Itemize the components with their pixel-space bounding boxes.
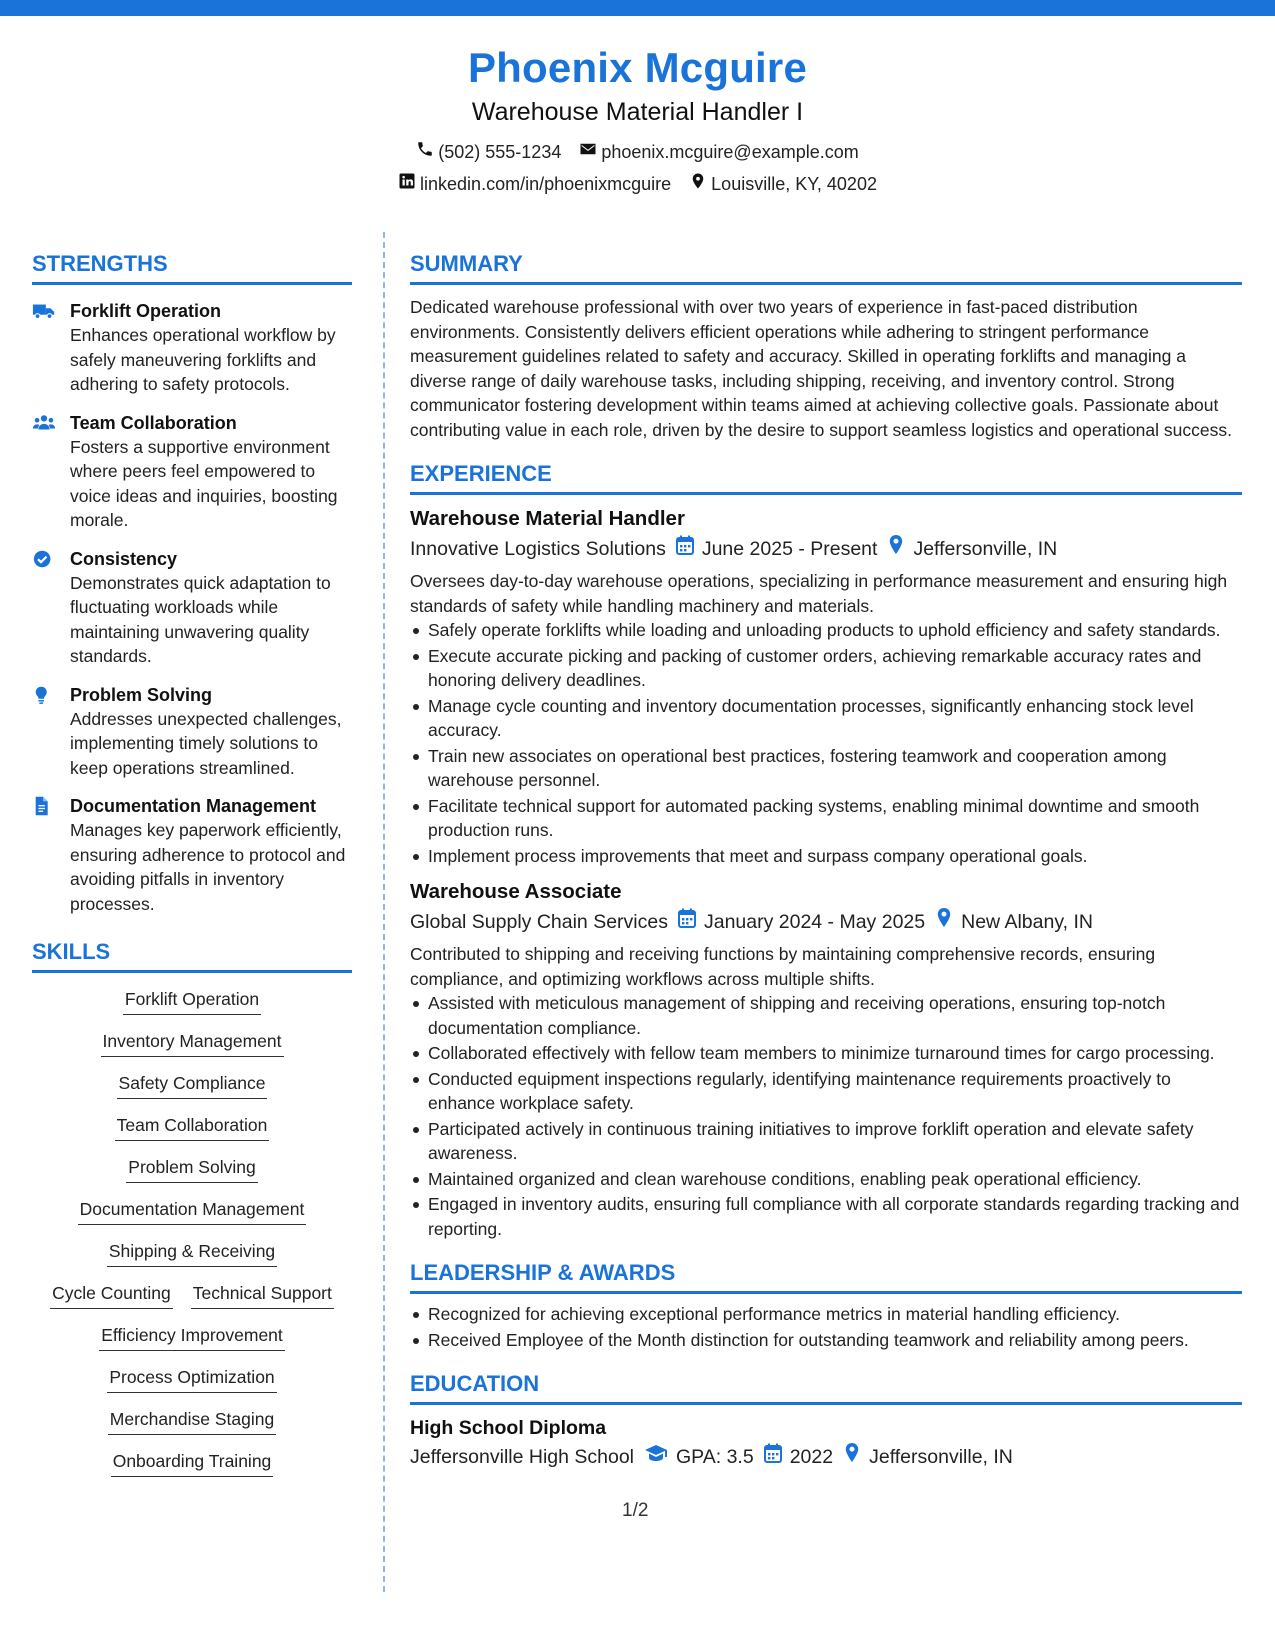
strength-item [32, 683, 352, 781]
job-dates-text: January 2024 - May 2025 [703, 911, 926, 933]
bullet-item: Safely operate forklifts while loading and unloading products to uphold efficiency and safety standards. [410, 618, 1242, 643]
job-dates [676, 535, 878, 563]
envelope-icon [579, 140, 597, 164]
calendar-icon [676, 535, 694, 563]
education-year [764, 1443, 833, 1471]
linkedin-contact[interactable] [398, 172, 671, 196]
strength-desc: Addresses unexpected challenges, implementing timely solutions to keep operations streamlined. [70, 708, 342, 778]
document-icon [32, 794, 70, 916]
leadership-bullets [410, 1302, 1242, 1352]
job-location-text: Jeffersonville, IN [913, 538, 1058, 560]
calendar-icon [678, 908, 696, 936]
email-text: phoenix.mcguire@example.com [601, 142, 859, 162]
skill-tag: Efficiency Improvement [99, 1323, 285, 1351]
linkedin-icon [398, 172, 416, 196]
skill-tag: Cycle Counting [50, 1281, 173, 1309]
skill-tag: Problem Solving [126, 1155, 257, 1183]
strength-item [32, 411, 352, 533]
strengths-heading: STRENGTHS [32, 250, 352, 285]
contact-row-1 [0, 140, 1275, 164]
strength-desc: Enhances operational workflow by safely maneuvering forklifts and adhering to safety protocols. [70, 325, 336, 394]
gpa-text: GPA: 3.5 [676, 1446, 754, 1468]
check-circle-icon [32, 547, 70, 669]
candidate-title: Warehouse Material Handler I [471, 98, 804, 126]
users-icon [32, 411, 70, 533]
candidate-name: Phoenix Mcguire [467, 44, 808, 91]
bullet-item: Participated actively in continuous training initiatives to improve forklift operation and elevate safety awareness. [410, 1117, 1242, 1166]
skill-tag: Shipping & Receiving [107, 1239, 277, 1267]
page-number: 1/2 [622, 1500, 649, 1521]
bullet-item: Assisted with meticulous management of shipping and receiving operations, ensuring top-notch documentation compliance. [410, 991, 1242, 1040]
summary-text: Dedicated warehouse professional with over two years of experience in fast-paced distribution environments. Consistently delivers efficient operations while adhering to stringent performance measurement guidelines related to safety and accuracy. Skilled in operating forklifts and managing a diverse range of daily warehouse tasks, including shipping, receiving, and inventory control. Strong communicator fostering development within teams aimed at achieving collective goals. Passionate about contributing value in each role, driven by the desire to support seamless logistics and operational success. [410, 297, 1232, 440]
phone-text: (502) 555-1234 [438, 142, 562, 162]
strength-title: Consistency [70, 548, 178, 569]
map-pin-icon [843, 1443, 861, 1471]
strength-item [32, 794, 352, 916]
linkedin-text: linkedin.com/in/phoenixmcguire [420, 174, 672, 194]
strength-desc: Manages key paperwork efficiently, ensuring adherence to protocol and avoiding pitfalls in inventory processes. [70, 820, 346, 914]
job-location [887, 535, 1057, 563]
bullet-item: Maintained organized and clean warehouse conditions, enabling peak operational efficiency. [410, 1167, 1242, 1192]
bullet-item: Execute accurate picking and packing of customer orders, achieving remarkable accuracy rates and honoring delivery deadlines. [410, 644, 1242, 693]
job-description: Oversees day-to-day warehouse operations, specializing in performance measurement and ensuring high standards of safety while handling machinery and materials. [410, 571, 1228, 616]
map-pin-icon [935, 908, 953, 936]
degree-title: High School Diploma [410, 1417, 607, 1439]
job-dates-text: June 2025 - Present [701, 538, 878, 560]
strength-item [32, 547, 352, 669]
strength-title: Documentation Management [70, 796, 317, 816]
bullet-item: Engaged in inventory audits, ensuring full compliance with all corporate standards regarding tracking and reporting. [410, 1192, 1242, 1241]
job-meta [410, 908, 1242, 936]
skill-tag: Documentation Management [78, 1197, 307, 1225]
bullet-item: Manage cycle counting and inventory documentation processes, significantly enhancing stock level accuracy. [410, 694, 1242, 743]
leadership-heading: LEADERSHIP & AWARDS [410, 1259, 1242, 1294]
skill-tag: Forklift Operation [123, 987, 261, 1015]
bullet-item: Collaborated effectively with fellow team members to minimize turnaround times for cargo processing. [410, 1041, 1242, 1066]
strength-desc: Fosters a supportive environment where peers feel empowered to voice ideas and inquiries, boosting morale. [70, 436, 338, 530]
map-pin-icon [689, 172, 707, 196]
bullet-item: Train new associates on operational best practices, fostering teamwork and cooperation among warehouse personnel. [410, 744, 1242, 793]
skill-tag: Safety Compliance [117, 1071, 268, 1099]
calendar-icon [764, 1443, 782, 1471]
right-column [410, 250, 1242, 1471]
education-heading: EDUCATION [410, 1370, 1242, 1405]
job-dates [678, 908, 925, 936]
job-description: Contributed to shipping and receiving functions by maintaining comprehensive records, ensuring compliance, and optimizing workflows across multiple shifts. [410, 944, 1156, 989]
phone-icon [416, 140, 434, 164]
skills-heading: SKILLS [32, 938, 352, 973]
education-location-text: Jeffersonville, IN [869, 1446, 1013, 1468]
education-gpa [644, 1443, 754, 1471]
education-meta [410, 1443, 1242, 1471]
graduation-cap-icon [644, 1443, 668, 1471]
resume-header [0, 42, 1275, 196]
skill-tag: Process Optimization [107, 1365, 276, 1393]
skill-tag: Onboarding Training [111, 1449, 274, 1477]
job-entry [410, 878, 1242, 1241]
skill-tag: Team Collaboration [115, 1113, 270, 1141]
education-location [843, 1443, 1013, 1471]
company-name: Global Supply Chain Services [410, 911, 668, 933]
lightbulb-icon [32, 683, 70, 781]
school-name: Jeffersonville High School [410, 1446, 635, 1468]
job-meta [410, 535, 1242, 563]
email-contact[interactable] [579, 140, 858, 164]
job-location [935, 908, 1093, 936]
strength-title: Team Collaboration [70, 412, 237, 433]
bullet-item: Facilitate technical support for automated packing systems, enabling minimal downtime and smooth production runs. [410, 794, 1242, 843]
location-text: Louisville, KY, 40202 [711, 174, 877, 194]
skills-list [32, 987, 352, 1491]
skill-tag: Technical Support [191, 1281, 334, 1309]
bullet-item: Received Employee of the Month distinction for outstanding teamwork and reliability among peers. [410, 1328, 1242, 1353]
job-location-text: New Albany, IN [961, 911, 1093, 933]
bullet-item: Recognized for achieving exceptional performance metrics in material handling efficiency. [410, 1302, 1242, 1327]
job-bullets [410, 618, 1242, 868]
location-contact [689, 172, 877, 196]
job-entry [410, 505, 1242, 868]
column-divider [383, 232, 385, 1592]
truck-icon [32, 299, 70, 397]
bullet-item: Implement process improvements that meet and surpass company operational goals. [410, 844, 1242, 869]
bullet-item: Conducted equipment inspections regularly, identifying maintenance requirements proactively to enhance workplace safety. [410, 1067, 1242, 1116]
job-title: Warehouse Associate [410, 880, 622, 903]
skill-tag: Inventory Management [101, 1029, 284, 1057]
top-accent-bar [0, 0, 1275, 16]
experience-heading: EXPERIENCE [410, 460, 1242, 495]
year-text: 2022 [789, 1446, 834, 1468]
job-title: Warehouse Material Handler [410, 507, 685, 530]
strength-title: Problem Solving [70, 684, 213, 705]
contact-row-2 [0, 172, 1275, 196]
left-column [32, 250, 352, 1491]
map-pin-icon [887, 535, 905, 563]
strength-item [32, 299, 352, 397]
summary-heading: SUMMARY [410, 250, 1242, 285]
strength-title: Forklift Operation [70, 301, 222, 321]
job-bullets [410, 991, 1242, 1241]
company-name: Innovative Logistics Solutions [410, 538, 666, 560]
phone-contact[interactable] [416, 140, 561, 164]
strength-desc: Demonstrates quick adaptation to fluctuating workloads while maintaining unwavering quality standards. [70, 572, 331, 666]
skill-tag: Merchandise Staging [108, 1407, 276, 1435]
